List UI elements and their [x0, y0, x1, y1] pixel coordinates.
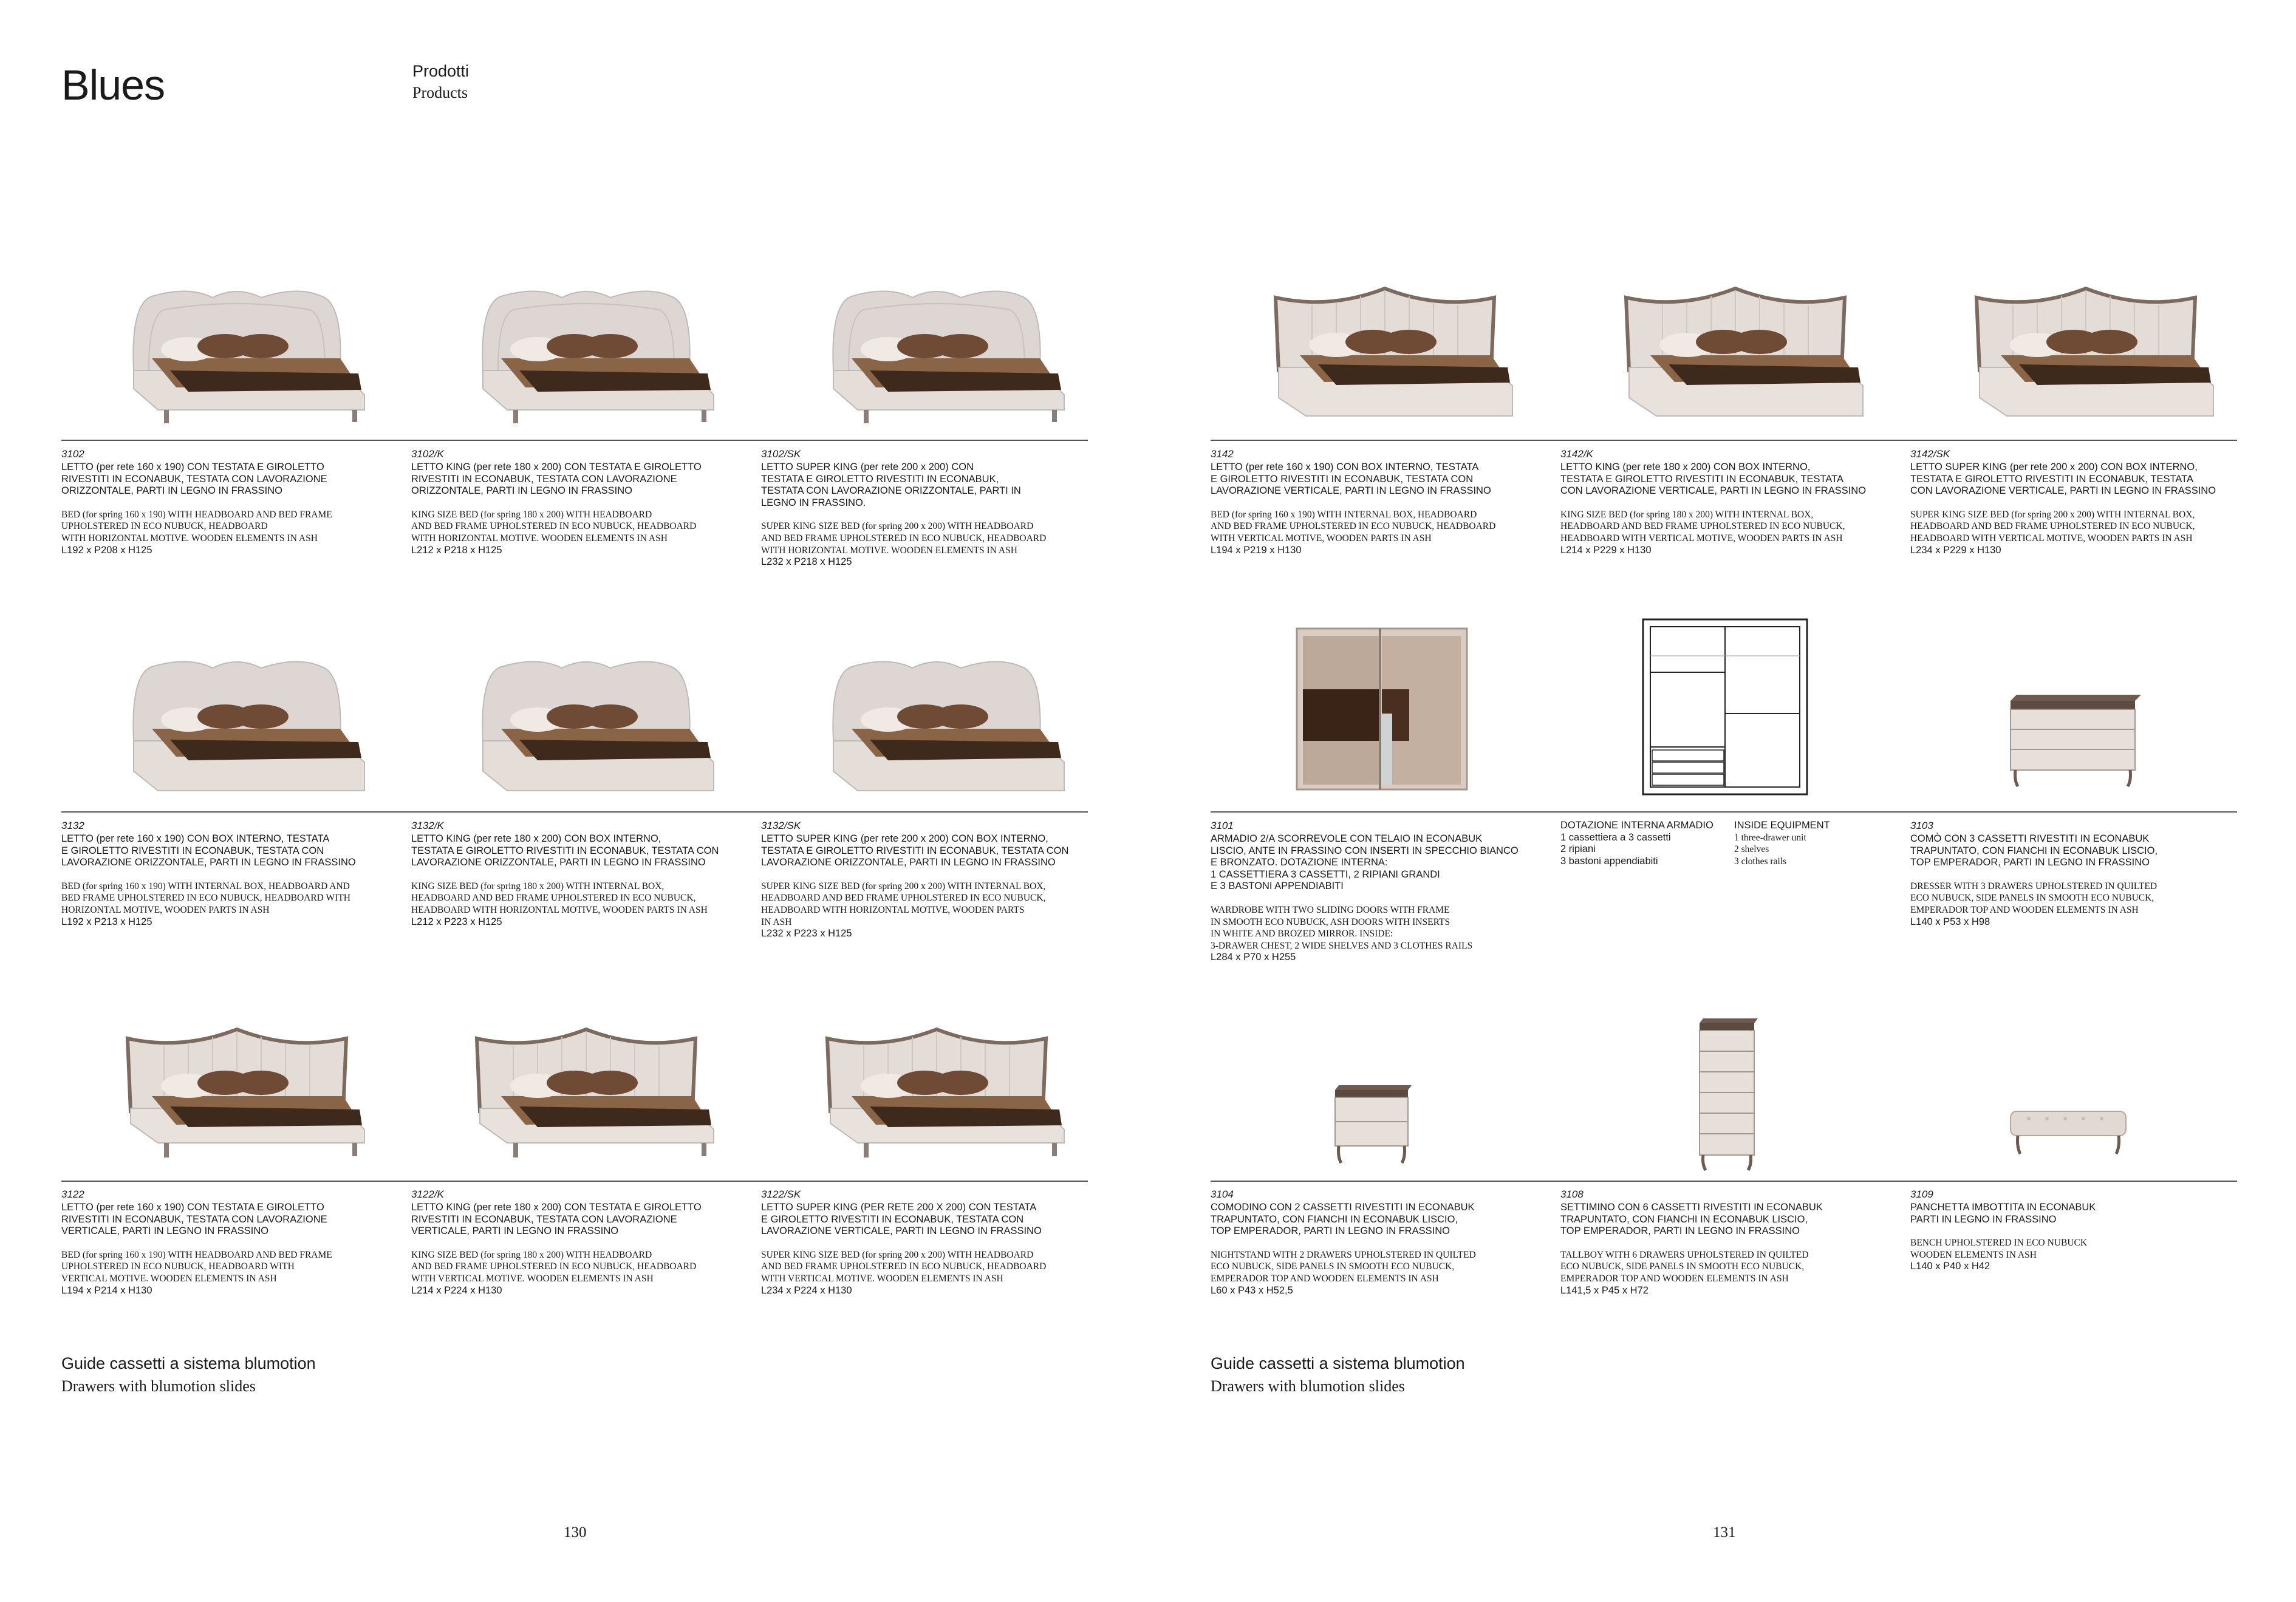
internal-equipment-it-text: DOTAZIONE INTERNA ARMADIO 1 cassettiera a 3 cassetti 2 ripiani 3 bastoni appendiabiti	[1560, 820, 1713, 867]
product-dimensions: L284 x P70 x H255	[1211, 952, 1296, 963]
footer-note-en: Drawers with blumotion slides	[1211, 1377, 1405, 1395]
product-code: 3142/SK	[1910, 448, 1950, 460]
product-description-it: LETTO KING (per rete 180 x 200) CON TESTATA E GIROLETTO RIVESTITI IN ECONABUK, TESTATA CON LAVORAZIONE ORIZZONTALE, PARTI IN LEGNO IN FRASSINO	[411, 462, 702, 497]
product-item-3132K	[411, 820, 739, 928]
bed-horizontal-box-icon	[446, 650, 726, 796]
product-dimensions: L140 x P53 x H98	[1910, 916, 1990, 927]
product-description-it: LETTO (per rete 160 x 190) CON BOX INTERNO, TESTATA E GIROLETTO RIVESTITI IN ECONABUK, TESTATA CON LAVORAZIONE ORIZZONTALE, PARTI IN LEGNO IN FRASSINO	[61, 833, 356, 868]
divider	[61, 1181, 1088, 1182]
product-code: 3109	[1910, 1188, 1933, 1200]
product-dimensions: L214 x P229 x H130	[1560, 544, 1652, 556]
product-code: 3104	[1211, 1188, 1234, 1200]
product-item-3102SK	[761, 448, 1089, 568]
product-description-en: NIGHTSTAND WITH 2 DRAWERS UPHOLSTERED IN QUILTED ECO NUBUCK, SIDE PANELS IN SMOOTH ECO NUBUCK, EMPERADOR TOP AND WOODEN ELEMENTS IN ASH	[1211, 1249, 1476, 1284]
divider	[1211, 811, 2237, 813]
product-code: 3132/K	[411, 820, 444, 831]
dresser-icon	[2004, 692, 2144, 789]
inside-equipment-title: INSIDE EQUIPMENT	[1734, 820, 1830, 831]
brand-title: Blues	[61, 61, 165, 109]
product-code: 3102/SK	[761, 448, 801, 460]
product-item-3142	[1211, 448, 1539, 556]
product-description-it: LETTO KING (per rete 180 x 200) CON TESTATA E GIROLETTO RIVESTITI IN ECONABUK, TESTATA CON LAVORAZIONE VERTICALE, PARTI IN LEGNO IN FRASSINO	[411, 1202, 702, 1237]
product-description-en: SUPER KING SIZE BED (for spring 200 x 200) WITH HEADBOARD AND BED FRAME UPHOLSTERED IN ECO NUBUCK, HEADBOARD WITH VERTICAL MOTIVE. WOODEN ELEMENTS IN ASH	[761, 1249, 1047, 1284]
product-dimensions: L234 x P224 x H130	[761, 1284, 852, 1296]
bed-vertical-box-icon	[1596, 273, 1875, 419]
product-item-3102	[61, 448, 389, 556]
bed-horizontal-headboard-icon	[446, 279, 726, 425]
footer-note-it: Guide cassetti a sistema blumotion	[61, 1354, 316, 1372]
product-description-it: ARMADIO 2/A SCORREVOLE CON TELAIO IN ECONABUK LISCIO, ANTE IN FRASSINO CON INSERTI IN SPECCHIO BIANCO E BRONZATO. DOTAZIONE INTERNA: 1 CASSETTIERA 3 CASSETTI, 2 RIPIANI GRANDI E 3 BASTONI APPENDIABITI	[1211, 833, 1519, 892]
product-description-it: LETTO KING (per rete 180 x 200) CON BOX INTERNO, TESTATA E GIROLETTO RIVESTITI IN ECONABUK, TESTATA CON LAVORAZIONE VERTICALE, PARTI IN LEGNO IN FRASSINO	[1560, 462, 1867, 497]
product-description-en: BED (for spring 160 x 190) WITH HEADBOARD AND BED FRAME UPHOLSTERED IN ECO NUBUCK, HEADBOARD WITH VERTICAL MOTIVE. WOODEN ELEMENTS IN ASH	[61, 1249, 332, 1284]
bed-horizontal-box-icon	[797, 650, 1076, 796]
product-dimensions: L234 x P229 x H130	[1910, 544, 2001, 556]
product-code: 3142/K	[1560, 448, 1593, 460]
product-description-en: BED (for spring 160 x 190) WITH HEADBOARD AND BED FRAME UPHOLSTERED IN ECO NUBUCK, HEADBOARD WITH HORIZONTAL MOTIVE. WOODEN ELEMENTS IN ASH	[61, 509, 332, 544]
product-description-it: LETTO (per rete 160 x 190) CON TESTATA E GIROLETTO RIVESTITI IN ECONABUK, TESTATA CON LAVORAZIONE ORIZZONTALE, PARTI IN LEGNO IN FRASSINO	[61, 462, 327, 497]
inside-equipment-lines: 1 three-drawer unit 2 shelves 3 clothes rails	[1734, 832, 1806, 867]
product-description-en: BED (for spring 160 x 190) WITH INTERNAL BOX, HEADBOARD AND BED FRAME UPHOLSTERED IN ECO NUBUCK, HEADBOARD WITH VERTICAL MOTIVE, WOODEN PARTS IN ASH	[1211, 509, 1496, 544]
product-code: 3108	[1560, 1188, 1584, 1200]
tallboy-icon	[1695, 1017, 1761, 1172]
product-description-it: LETTO KING (per rete 180 x 200) CON BOX INTERNO, TESTATA E GIROLETTO RIVESTITI IN ECONABUK, TESTATA CON LAVORAZIONE ORIZZONTALE, PARTI IN LEGNO IN FRASSINO	[411, 833, 719, 868]
divider	[61, 811, 1088, 813]
product-description-it: SETTIMINO CON 6 CASSETTI RIVESTITI IN ECONABUK TRAPUNTATO, CON FIANCHI IN ECONABUK LISCIO, TOP EMPERADOR, PARTI IN LEGNO IN FRASSINO	[1560, 1202, 1823, 1237]
divider	[1211, 1181, 2237, 1182]
nightstand-icon	[1330, 1084, 1415, 1166]
product-description-en: WARDROBE WITH TWO SLIDING DOORS WITH FRAME IN SMOOTH ECO NUBUCK, ASH DOORS WITH INSERTS IN WHITE AND BROZED MIRROR. INSIDE: 3-DRAWER CHEST, 2 WIDE SHELVES AND 3 CLOTHES RAILS	[1211, 904, 1473, 951]
product-description-it: COMÒ CON 3 CASSETTI RIVESTITI IN ECONABUK TRAPUNTATO, CON FIANCHI IN ECONABUK LISCIO, TOP EMPERADOR, PARTI IN LEGNO IN FRASSINO	[1910, 833, 2158, 868]
bed-horizontal-headboard-icon	[797, 279, 1076, 425]
product-dimensions: L194 x P214 x H130	[61, 1284, 152, 1296]
divider	[61, 440, 1088, 441]
product-item-3104	[1211, 1188, 1539, 1297]
section-title-en: Products	[412, 84, 468, 101]
product-description-it: COMODINO CON 2 CASSETTI RIVESTITI IN ECONABUK TRAPUNTATO, CON FIANCHI IN ECONABUK LISCIO, TOP EMPERADOR, PARTI IN LEGNO IN FRASSINO	[1211, 1202, 1475, 1237]
bed-vertical-headboard-icon	[97, 1014, 377, 1160]
product-item-3122SK	[761, 1188, 1089, 1297]
wardrobe-icon	[1288, 622, 1470, 799]
page-number: 131	[1713, 1524, 1736, 1541]
product-description-en: DRESSER WITH 3 DRAWERS UPHOLSTERED IN QUILTED ECO NUBUCK, SIDE PANELS IN SMOOTH ECO NUBUCK, EMPERADOR TOP AND WOODEN ELEMENTS IN ASH	[1910, 881, 2158, 915]
product-item-3101	[1211, 820, 1539, 964]
bed-vertical-box-icon	[1245, 273, 1525, 419]
bed-vertical-box-icon	[1946, 273, 2226, 419]
product-dimensions: L140 x P40 x H42	[1910, 1261, 1990, 1272]
product-code: 3142	[1211, 448, 1234, 460]
product-dimensions: L194 x P219 x H130	[1211, 544, 1302, 556]
divider	[1211, 440, 2237, 441]
product-dimensions: L192 x P213 x H125	[61, 916, 152, 927]
product-description-en: BED (for spring 160 x 190) WITH INTERNAL BOX, HEADBOARD AND BED FRAME UPHOLSTERED IN ECO NUBUCK, HEADBOARD WITH HORIZONTAL MOTIVE, WOODEN PARTS IN ASH	[61, 881, 350, 915]
product-description-en: KING SIZE BED (for spring 180 x 200) WITH INTERNAL BOX, HEADBOARD AND BED FRAME UPHOLSTERED IN ECO NUBUCK, HEADBOARD WITH HORIZONTAL MOTIVE, WOODEN PARTS IN ASH	[411, 881, 708, 915]
product-code: 3122/SK	[761, 1188, 801, 1200]
product-description-en: SUPER KING SIZE BED (for spring 200 x 200) WITH INTERNAL BOX, HEADBOARD AND BED FRAME UPHOLSTERED IN ECO NUBUCK, HEADBOARD WITH HORIZONTAL MOTIVE, WOODEN PARTS IN ASH	[761, 881, 1046, 927]
product-item-3103	[1910, 820, 2238, 928]
product-description-it: LETTO SUPER KING (per rete 200 x 200) CON BOX INTERNO, TESTATA E GIROLETTO RIVESTITI IN ECONABUK, TESTATA CON LAVORAZIONE VERTICALE, PARTI IN LEGNO IN FRASSINO	[1910, 462, 2216, 497]
product-description-en: KING SIZE BED (for spring 180 x 200) WITH HEADBOARD AND BED FRAME UPHOLSTERED IN ECO NUBUCK, HEADBOARD WITH HORIZONTAL MOTIVE. WOODEN ELEMENTS IN ASH	[411, 509, 697, 544]
product-code: 3102	[61, 448, 84, 460]
product-dimensions: L192 x P208 x H125	[61, 544, 152, 556]
product-code: 3102/K	[411, 448, 444, 460]
product-dimensions: L60 x P43 x H52,5	[1211, 1284, 1293, 1296]
product-item-3142SK	[1910, 448, 2238, 556]
product-code: 3132	[61, 820, 84, 831]
product-code: 3103	[1910, 820, 1933, 831]
product-dimensions: L212 x P223 x H125	[411, 916, 502, 927]
page-number: 130	[564, 1524, 587, 1541]
bench-icon	[2004, 1105, 2132, 1157]
bed-horizontal-headboard-icon	[97, 279, 377, 425]
product-description-en: KING SIZE BED (for spring 180 x 200) WITH INTERNAL BOX, HEADBOARD AND BED FRAME UPHOLSTERED IN ECO NUBUCK, HEADBOARD WITH VERTICAL MOTIVE, WOODEN PARTS IN ASH	[1560, 509, 1845, 544]
wardrobe-inside-equipment-en	[1734, 820, 1898, 867]
product-description-it: LETTO SUPER KING (per rete 200 x 200) CON TESTATA E GIROLETTO RIVESTITI IN ECONABUK, TESTATA CON LAVORAZIONE ORIZZONTALE, PARTI IN LEGNO IN FRASSINO.	[761, 462, 1021, 508]
product-dimensions: L212 x P218 x H125	[411, 544, 502, 556]
wardrobe-interior-diagram-icon	[1640, 616, 1810, 799]
product-description-en: SUPER KING SIZE BED (for spring 200 x 200) WITH HEADBOARD AND BED FRAME UPHOLSTERED IN ECO NUBUCK, HEADBOARD WITH HORIZONTAL MOTIVE. WOODEN ELEMENTS IN ASH	[761, 521, 1047, 556]
product-code: 3101	[1211, 820, 1234, 831]
bed-vertical-headboard-icon	[446, 1014, 726, 1160]
product-code: 3122/K	[411, 1188, 444, 1200]
product-description-en: KING SIZE BED (for spring 180 x 200) WITH HEADBOARD AND BED FRAME UPHOLSTERED IN ECO NUBUCK, HEADBOARD WITH VERTICAL MOTIVE. WOODEN ELEMENTS IN ASH	[411, 1249, 697, 1284]
wardrobe-internal-equipment-it	[1560, 820, 1724, 867]
section-title-it: Prodotti	[412, 62, 470, 80]
product-description-it: LETTO (per rete 160 x 190) CON TESTATA E GIROLETTO RIVESTITI IN ECONABUK, TESTATA CON LAVORAZIONE VERTICALE, PARTI IN LEGNO IN FRASSINO	[61, 1202, 327, 1237]
product-item-3132	[61, 820, 389, 928]
footer-note-en: Drawers with blumotion slides	[61, 1377, 256, 1395]
footer-note-it: Guide cassetti a sistema blumotion	[1211, 1354, 1465, 1372]
product-description-en: BENCH UPHOLSTERED IN ECO NUBUCK WOODEN ELEMENTS IN ASH	[1910, 1238, 2088, 1260]
product-description-it: LETTO (per rete 160 x 190) CON BOX INTERNO, TESTATA E GIROLETTO RIVESTITI IN ECONABUK, TESTATA CON LAVORAZIONE VERTICALE, PARTI IN LEGNO IN FRASSINO	[1211, 462, 1491, 497]
product-dimensions: L232 x P218 x H125	[761, 556, 852, 568]
product-description-en: SUPER KING SIZE BED (for spring 200 x 200) WITH INTERNAL BOX, HEADBOARD AND BED FRAME UPHOLSTERED IN ECO NUBUCK, HEADBOARD WITH VERTICAL MOTIVE, WOODEN PARTS IN ASH	[1910, 509, 2195, 544]
product-dimensions: L232 x P223 x H125	[761, 928, 852, 939]
product-description-it: LETTO SUPER KING (per rete 200 x 200) CON BOX INTERNO, TESTATA E GIROLETTO RIVESTITI IN ECONABUK, TESTATA CON LAVORAZIONE ORIZZONTALE, PARTI IN LEGNO IN FRASSINO	[761, 833, 1069, 868]
product-dimensions: L214 x P224 x H130	[411, 1284, 502, 1296]
product-item-3109	[1910, 1188, 2238, 1273]
product-item-3142K	[1560, 448, 1888, 556]
product-code: 3132/SK	[761, 820, 801, 831]
product-item-3132SK	[761, 820, 1089, 940]
product-item-3102K	[411, 448, 739, 556]
product-item-3122K	[411, 1188, 739, 1297]
bed-vertical-headboard-icon	[797, 1014, 1076, 1160]
product-item-3122	[61, 1188, 389, 1297]
product-item-3108	[1560, 1188, 1888, 1297]
product-description-en: TALLBOY WITH 6 DRAWERS UPHOLSTERED IN QUILTED ECO NUBUCK, SIDE PANELS IN SMOOTH ECO NUBUCK, EMPERADOR TOP AND WOODEN ELEMENTS IN ASH	[1560, 1249, 1809, 1284]
product-description-it: PANCHETTA IMBOTTITA IN ECONABUK PARTI IN LEGNO IN FRASSINO	[1910, 1202, 2096, 1225]
bed-horizontal-box-icon	[97, 650, 377, 796]
product-code: 3122	[61, 1188, 84, 1200]
product-dimensions: L141,5 x P45 x H72	[1560, 1284, 1649, 1296]
product-description-it: LETTO SUPER KING (PER RETE 200 X 200) CON TESTATA E GIROLETTO RIVESTITI IN ECONABUK, TESTATA CON LAVORAZIONE VERTICALE, PARTI IN LEGNO IN FRASSINO	[761, 1202, 1042, 1237]
